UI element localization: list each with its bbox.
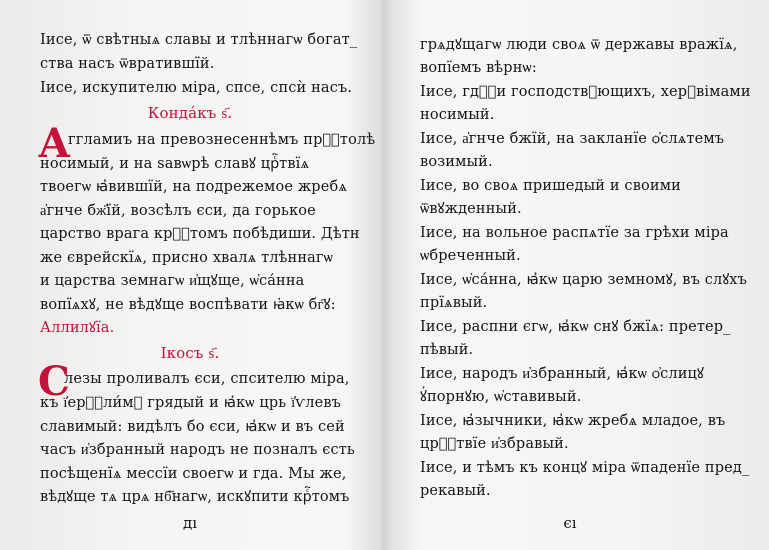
kontakion-heading: Кондáкъ ѕ҃. bbox=[147, 104, 233, 122]
text-line: црⷭ҇твїе и҆збравый. bbox=[420, 436, 569, 452]
alleluia-initial: А bbox=[40, 320, 52, 336]
text-line: ства насъ ѿвратившїй. bbox=[40, 56, 215, 72]
page-number: дı bbox=[182, 514, 198, 532]
text-line: ꙋ҆порнꙋю, ѡ҆ставивый. bbox=[420, 389, 582, 405]
text-line: Іисе, а҆гнче бжїй, на закланїе ѻ҆слѧтемъ bbox=[420, 131, 725, 147]
text-line: Іисе, и тѣмъ къ концꙋ міра ѿпаденїе пред_ bbox=[420, 460, 750, 476]
page-number: єı bbox=[563, 514, 577, 532]
text-line: часъ и҆збранный народъ не позналъ єсть bbox=[40, 442, 355, 458]
text-line: вопїѧхꙋ, не вѣдꙋще воспѣвати ꙗ҆кѡ бг҃ꙋ: bbox=[40, 297, 336, 313]
text-line: Іисе, искупителю міра, спсе, спсѝ насъ. bbox=[40, 80, 353, 96]
text-line: ѡбреченный. bbox=[420, 248, 521, 264]
drop-cap-initial: А bbox=[38, 120, 71, 167]
text-line: прїѧвый. bbox=[420, 295, 488, 311]
text-line: Іисе, народъ и҆збранный, ꙗ҆кѡ ѻ҆слицꙋ bbox=[420, 366, 704, 382]
text-line: ггламиъ на превознесеннѣмъ прⷭ҇толѣ bbox=[68, 132, 376, 148]
text-line bbox=[40, 31, 358, 49]
drop-cap-initial: С bbox=[38, 358, 70, 405]
text-line: возимый. bbox=[420, 154, 493, 170]
text-line: Іисе, во своѧ пришедый и своими bbox=[420, 178, 681, 194]
text-line: твоегѡ ꙗ҆вившїй, на подрежемое жребѧ bbox=[40, 179, 348, 195]
text-line: Іисе, распни єгѡ, ꙗ҆кѡ снꙋ бжїѧ: претер_ bbox=[420, 319, 731, 335]
text-line: ѿвꙋжденный. bbox=[420, 201, 522, 217]
ikos-heading: Ікосъ ѕ҃. bbox=[160, 344, 220, 362]
text-line: посѣщенїѧ мессїи своегѡ и гда. Мы же, bbox=[40, 466, 347, 482]
text-line: къ ї҆ерⷭ҇ли́мꙋ грядый и ꙗ҆кѡ црь ї҆ѵлевъ bbox=[40, 395, 342, 411]
text-line: носимый. bbox=[420, 107, 495, 123]
text-line: а҆гнче бж҃їй, возсѣлъ єси, да горькое bbox=[40, 203, 316, 219]
text-line: Іисе, ѡ҆са́нна, ꙗ҆кѡ царю земномꙋ, въ слꙋхъ bbox=[420, 272, 748, 288]
text-line-content: Іисе, ѿ свѣтныѧ славы и тлѣннагѡ богат_ bbox=[40, 32, 358, 48]
text-line: и царства земнагѡ и҆щꙋще, ѡ҆са́нна bbox=[40, 273, 305, 289]
text-line: Іисе, гдⷭ҇и господствꙋющихъ, херꙋвімами bbox=[420, 84, 751, 100]
text-line: Іисе, ꙗ҆зычники, ꙗ҆кѡ жребѧ младое, въ bbox=[420, 413, 726, 429]
text-line: лезы проливалъ єси, спсителю міра, bbox=[64, 371, 350, 387]
text-line: славимый: видѣлъ бо єси, ꙗ҆кѡ и въ сей bbox=[40, 419, 345, 435]
text-line: пѣвый. bbox=[420, 342, 474, 358]
text-line: Іисе, на вольное распѧтїе за грѣхи міра bbox=[420, 225, 729, 241]
right-page bbox=[384, 0, 768, 550]
alleluia-text: ллилꙋїа. bbox=[51, 320, 115, 336]
text-line: вѣдꙋще тѧ црѧ нб҃нагѡ, искꙋпити крⷭ҇томъ bbox=[40, 489, 350, 505]
text-line: грѧдꙋщагѡ люди своѧ ѿ державы вражїѧ, bbox=[420, 37, 738, 53]
text-line: же єврейскїѧ, присно хвалѧ тлѣннагѡ bbox=[40, 250, 334, 266]
text-line: рекавый. bbox=[420, 483, 491, 499]
text-line: вопїемъ вѣрнѡ: bbox=[420, 60, 537, 76]
text-line: царство врага крⷭ҇томъ побѣдиши. Дѣтн bbox=[40, 226, 360, 242]
alleluia-line bbox=[40, 319, 114, 337]
text-line: носимый, и на ѕавѡрѣ славꙋ црⷭ҇твїѧ bbox=[40, 156, 310, 172]
left-page bbox=[0, 0, 384, 550]
